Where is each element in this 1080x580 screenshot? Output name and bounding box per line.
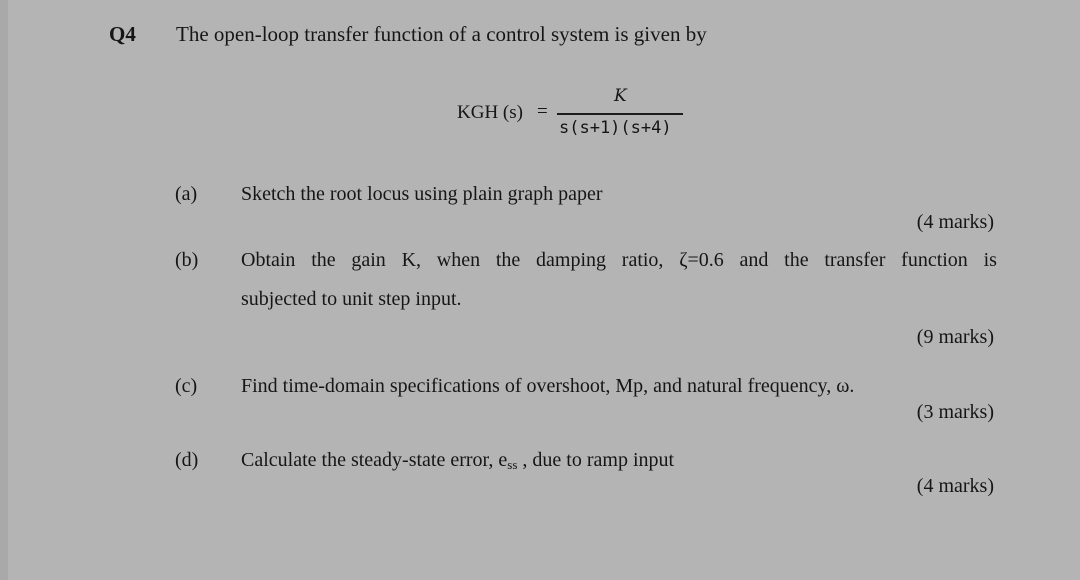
equation-lhs: KGH (s) xyxy=(457,102,523,123)
part-a-text: Sketch the root locus using plain graph paper xyxy=(241,183,603,205)
word: the xyxy=(311,249,336,271)
part-d-text-after: , due to ramp input xyxy=(517,449,675,471)
part-d-text xyxy=(241,449,674,473)
word: K, xyxy=(401,249,422,271)
ess-subscript: ss xyxy=(507,457,518,472)
word: function xyxy=(901,249,968,271)
part-b-line2: subjected to unit step input. xyxy=(241,288,462,310)
part-b-line1 xyxy=(241,249,997,272)
part-a-marks: (4 marks) xyxy=(916,211,994,233)
word: is xyxy=(983,249,997,271)
equation-numerator: K xyxy=(614,86,627,106)
part-c-text: Find time-domain specifications of overshoot, Mp, and natural frequency, ω. xyxy=(241,375,855,397)
word: ratio, xyxy=(621,249,664,271)
part-b-marks: (9 marks) xyxy=(916,326,994,348)
equation-equals: = xyxy=(537,101,548,122)
word: and xyxy=(739,249,769,271)
part-c-marks: (3 marks) xyxy=(916,401,994,423)
part-a-label: (a) xyxy=(175,183,198,205)
word: Obtain xyxy=(241,249,296,271)
question-intro: The open-loop transfer function of a control system is given by xyxy=(176,22,707,46)
question-number: Q4 xyxy=(109,22,136,46)
part-b-label: (b) xyxy=(175,249,199,271)
word: ζ=0.6 xyxy=(679,249,724,271)
word: transfer xyxy=(824,249,886,271)
word: when xyxy=(436,249,481,271)
word: damping xyxy=(536,249,607,271)
part-d-marks: (4 marks) xyxy=(916,475,994,497)
word: gain xyxy=(351,249,386,271)
word: the xyxy=(495,249,521,271)
part-c-label: (c) xyxy=(175,375,198,397)
part-d-label: (d) xyxy=(175,449,199,471)
fraction-bar xyxy=(557,113,683,115)
word: the xyxy=(784,249,809,271)
page-edge xyxy=(0,0,8,580)
equation-denominator: s(s+1)(s+4) xyxy=(559,118,672,138)
part-d-text-before: Calculate the steady-state error, e xyxy=(241,449,508,471)
